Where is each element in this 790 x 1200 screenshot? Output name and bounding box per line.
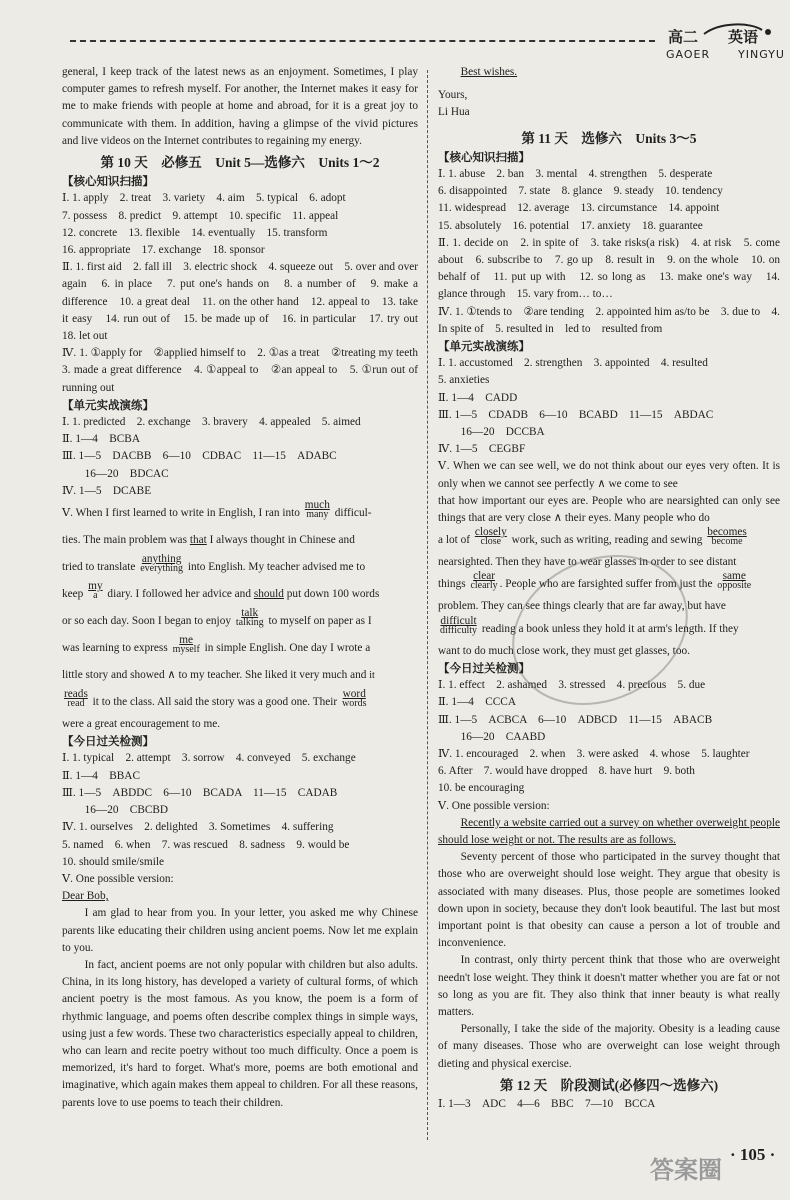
answer-line: 16—20 CAABD bbox=[460, 730, 546, 743]
day11-heading: 第 11 天 选修六 Units 3～5 bbox=[521, 130, 697, 146]
answer-line: Ⅰ. 1. predicted 2. exchange 3. bravery 4. appealed 5. aimed bbox=[62, 416, 361, 429]
essay-paragraph: Recently a website carried out a survey on whether overweight people should lose weight or not. The results are as follows. bbox=[438, 816, 780, 846]
section-core-knowledge: 【核心知识扫描】 bbox=[438, 149, 530, 164]
page-number: · 105 · bbox=[730, 1145, 776, 1164]
letter-paragraph: I am glad to hear from you. In your letter, you asked me why Chinese parents like educating their children using ancient poems. Now let me explain to you. bbox=[62, 907, 418, 954]
section-unit-practice: 【单元实战演练】 bbox=[62, 397, 154, 412]
header-swoosh-decoration bbox=[700, 20, 780, 48]
correction-line: or so each day. Soon I began to enjoy talk talking to myself on paper as I bbox=[62, 607, 372, 629]
correction-line: were a great encouragement to me. bbox=[62, 718, 221, 731]
answer-line: 12. concrete 13. flexible 14. eventually 15. transform bbox=[62, 226, 328, 239]
answer-line: Ⅳ. 1. encouraged 2. when 3. were asked 4. whose 5. laughter bbox=[438, 747, 750, 760]
correction-line: a lot of closely close work, such as writing, reading and sewing becomes become bbox=[438, 526, 747, 548]
day10-heading: 第 10 天 必修五 Unit 5—选修六 Units 1～2 bbox=[100, 155, 380, 171]
answer-line: Ⅲ. 1—5 ABDDC 6—10 BCADA 11—15 CADAB bbox=[62, 786, 338, 799]
correction-mark: becomes become bbox=[707, 526, 747, 548]
answer-line: 16—20 DCCBA bbox=[460, 426, 545, 439]
answer-line: Ⅰ. 1. apply 2. treat 3. variety 4. aim 5. typical 6. adopt bbox=[62, 192, 346, 205]
answer-line: 5. named 6. when 7. was rescued 8. sadness 9. would be bbox=[62, 838, 350, 851]
answer-line: Ⅲ. 1—5 ACBCA 6—10 ADBCD 11—15 ABACB bbox=[438, 713, 713, 726]
answer-line: Ⅱ. 1—4 BBAC bbox=[62, 769, 140, 782]
correction-line: was learning to express me myself in simple English. One day I wrote a bbox=[62, 634, 371, 656]
letter-signature: Li Hua bbox=[438, 106, 470, 119]
answer-line: Ⅳ. 1. ourselves 2. delighted 3. Sometimes 4. suffering bbox=[62, 821, 334, 834]
answer-line: Ⅰ. 1. typical 2. attempt 3. sorrow 4. conveyed 5. exchange bbox=[62, 752, 356, 765]
answer-line: 10. should smile/smile bbox=[62, 855, 164, 868]
answer-line: Ⅳ. 1—5 CEGBF bbox=[438, 443, 526, 456]
correction-mark: $\frac{my}{a}$ bbox=[88, 580, 103, 602]
correction-mark: me myself bbox=[172, 634, 200, 656]
essay-paragraph: Personally, I take the side of the majority. Obesity is a leading cause of many diseases. Those who are overweight can lose weight through dieting and physical exercise. bbox=[438, 1023, 780, 1070]
correction-line: ties. The main problem was that I always thought in Chinese and bbox=[62, 534, 355, 547]
correction-line: Ⅴ. When we can see well, we do not think about our eyes very often. It is only when we cannot see perfectly ∧ we come to see bbox=[438, 460, 780, 490]
answer-line: Ⅲ. 1—5 CDADB 6—10 BCABD 11—15 ABDAC bbox=[438, 408, 714, 421]
letter-greeting: Dear Bob, bbox=[62, 890, 109, 903]
page-header bbox=[0, 0, 790, 66]
essay-continuation: general, I keep track of the latest news as an enjoyment. Sometimes, I play computer games to refresh myself. For another, the Internet makes it easy for me to make friends with people at home and abroad, for it is a great joy to communicate with them. In addition, having a glimpse of the vivid pictures and live videos on the Internet contributes to regaining my energy. bbox=[62, 66, 418, 147]
correction-mark: anything everything bbox=[140, 553, 183, 575]
section-daily-check: 【今日过关检测】 bbox=[438, 660, 530, 675]
correction-line: difficult difficulty reading a book unless they hold it at arm's length. If they bbox=[440, 614, 739, 636]
answer-line: 10. be encouraging bbox=[438, 782, 525, 795]
watermark-logo: 答案圈 bbox=[650, 1156, 722, 1184]
column-divider bbox=[427, 70, 428, 1140]
correction-mark: much many bbox=[304, 499, 330, 521]
correction-mark: talk talking bbox=[235, 607, 264, 629]
correction-line: tried to translate anything everything into English. My teacher advised me to bbox=[62, 553, 366, 575]
section-unit-practice: 【单元实战演练】 bbox=[438, 339, 530, 354]
correction-line: little story and showed ∧ to my teacher. She liked it very much and it bbox=[62, 669, 375, 682]
left-column bbox=[62, 64, 430, 1112]
answer-line: 11. widespread 12. average 13. circumstance 14. appoint bbox=[438, 202, 720, 215]
answer-line: Ⅰ. 1. accustomed 2. strengthen 3. appointed 4. resulted bbox=[438, 357, 708, 370]
section-core-knowledge: 【核心知识扫描】 bbox=[62, 174, 154, 189]
letter-paragraph: In fact, ancient poems are not only popular with children but also adults. China, in its long history, has developed a variety of cultural forms, of which ancient poetry is the most famous. As you know, the poem is a form of rhythmic language, and poems often describe complex things in simple ways, using just a few words. These two characteristics especially appeal to children, who can learn and recite poetry without too much difficulty. Once a poem is memorized, it's hard to forget. What's more, poems are both emotional and imaginative, which again makes them appeal to children. For all these reasons, parents love to use poems to teach their children. bbox=[62, 958, 418, 1109]
correction-line: things clear clearly . People who are farsighted suffer from just the same opposite bbox=[438, 570, 752, 592]
letter-closing: Best wishes. bbox=[460, 66, 518, 78]
answer-line: 16—20 BDCAC bbox=[84, 467, 169, 480]
answer-line: Ⅳ. 1. ①apply for ②applied himself to 2. ①as a treat ②treating my teeth 3. made a great difference 4. ①appeal to ②an appeal to 5. ①run out of running out bbox=[62, 347, 430, 394]
correction-mark: word words bbox=[342, 688, 367, 710]
answer-line: Ⅱ. 1—4 CCCA bbox=[438, 696, 516, 709]
header-subject: 英语 bbox=[728, 28, 759, 46]
correction-mark: clear clearly bbox=[470, 570, 498, 592]
header-rule bbox=[70, 40, 655, 42]
essay-paragraph: Seventy percent of those who participated in the survey thought that those who are overweight should lose weight. They argue that obesity is associated with many diseases. Plus, those people are sometimes looked down upon in society, because they don't look beautiful. The last but most important point is that obesity can cause a person a lot of trouble and inconvenience. bbox=[438, 851, 780, 950]
section-daily-check: 【今日过关检测】 bbox=[62, 734, 154, 749]
day12-heading: 第 12 天 阶段测试(必修四～选修六) bbox=[499, 1077, 719, 1093]
correction-mark: difficult difficulty bbox=[440, 614, 478, 636]
correction-mark: reads read bbox=[64, 688, 88, 710]
correction-line: problem. They can see things clearly that are far away, but have bbox=[438, 600, 726, 613]
correction-line: want to do much close work, they must get glasses, too. bbox=[438, 644, 690, 657]
answer-line: 5. anxieties bbox=[438, 374, 490, 387]
correction-mark: closely close bbox=[474, 526, 507, 548]
answer-line: 15. absolutely 16. potential 17. anxiety 18. guarantee bbox=[438, 219, 703, 232]
answer-line: Ⅰ. 1—3 ADC 4—6 BBC 7—10 BCCA bbox=[438, 1097, 656, 1110]
correction-line: keep $\frac{my}{a}$ diary. I followed her advice and should put down 100 words bbox=[62, 580, 380, 602]
correction-line: reads read it to the class. All said the story was a good one. Their word words bbox=[64, 688, 367, 710]
correction-line: Ⅴ. When I first learned to write in English, I ran into much many difficul- bbox=[62, 499, 372, 521]
header-grade: 高二 bbox=[668, 28, 699, 46]
answer-line: Ⅱ. 1. first aid 2. fall ill 3. electric shock 4. squeeze out 5. over and over again 6. in place 7. put one's hands on 8. a number of 9. make a difference 10. a great deal 11. on the other hand 12. appeal to 13. take it easy 14. run out of 15. be made up of 16. in particular 17. try out 18. let out bbox=[62, 261, 430, 343]
answer-line: 6. After 7. would have dropped 8. have hurt 9. both bbox=[438, 765, 695, 778]
correction-line: that how important our eyes are. People who are nearsighted can only see things that are very close ∧ their eyes. Many people who do bbox=[438, 494, 780, 525]
correction-line: nearsighted. Then they have to wear glasses in order to see distant bbox=[438, 556, 737, 569]
answer-line: Ⅳ. 1. ①tends to ②are tending 2. appointed him as/to be 3. due to 4. In spite of 5. resulted in led to resulted from bbox=[438, 305, 780, 335]
answer-line: Ⅳ. 1—5 DCABE bbox=[62, 484, 152, 497]
answer-line: Ⅱ. 1—4 BCBA bbox=[62, 433, 140, 446]
answer-line: Ⅱ. 1. decide on 2. in spite of 3. take risks(a risk) 4. at risk 5. come about 6. subscribe to 7. go up 8. result in 9. on the whole 10. on behalf of 11. put up with 12. so long as 13. make one's way 14. glance through 15. vary from… to… bbox=[438, 236, 780, 301]
answer-line: Ⅰ. 1. effect 2. ashamed 3. stressed 4. precious 5. due bbox=[438, 679, 706, 692]
correction-mark: same opposite bbox=[717, 570, 752, 592]
watermark-stamp bbox=[500, 530, 700, 730]
answer-line: 16—20 CBCBD bbox=[84, 804, 169, 817]
header-subject-pinyin: YINGYU bbox=[738, 48, 785, 61]
letter-signoff: Yours, bbox=[438, 89, 468, 102]
answer-line: 16. appropriate 17. exchange 18. sponsor bbox=[62, 244, 265, 257]
answer-line: 6. disappointed 7. state 8. glance 9. steady 10. tendency bbox=[438, 185, 723, 198]
answer-line: Ⅲ. 1—5 DACBB 6—10 CDBAC 11—15 ADABC bbox=[62, 450, 337, 463]
answer-line: Ⅴ. One possible version: bbox=[438, 799, 550, 812]
answer-line: Ⅴ. One possible version: bbox=[62, 872, 174, 885]
essay-paragraph: In contrast, only thirty percent think that those who are overweight needn't lose weight. They think it doesn't matter whether you are fat or not so long as you are fit. They also think that inner beauty is what really matters. bbox=[438, 954, 780, 1018]
answer-line: Ⅰ. 1. abuse 2. ban 3. mental 4. strengthen 5. desperate bbox=[438, 168, 713, 181]
header-grade-pinyin: GAOER bbox=[666, 48, 711, 61]
answer-line: Ⅱ. 1—4 CADD bbox=[438, 391, 518, 404]
answer-line: 7. possess 8. predict 9. attempt 10. specific 11. appeal bbox=[62, 209, 339, 222]
